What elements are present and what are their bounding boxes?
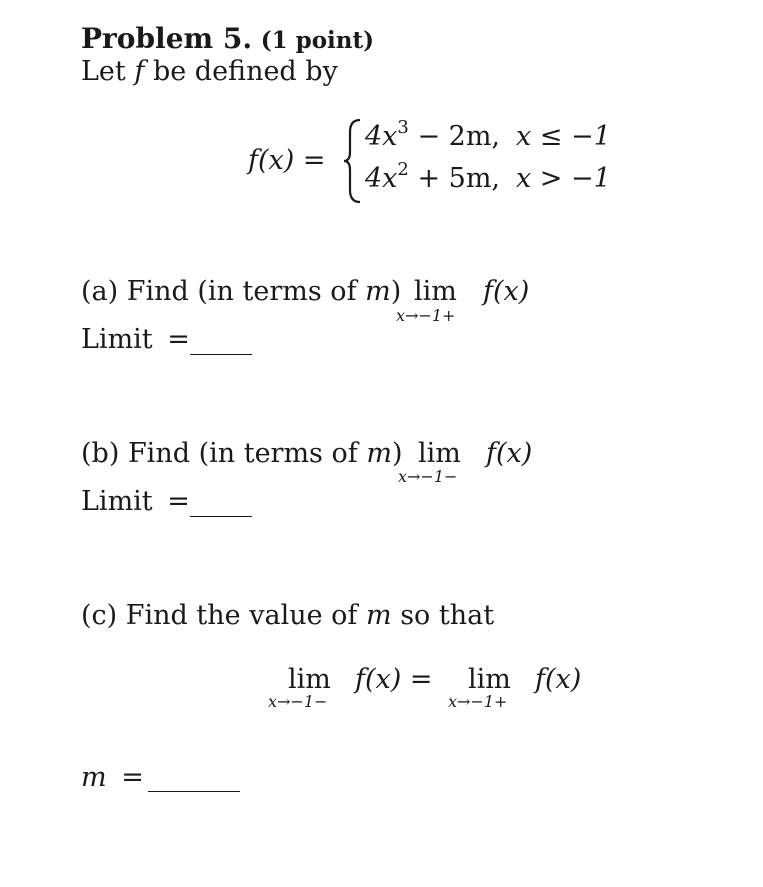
part-b-variable: m	[366, 438, 392, 469]
part-a-answer-input[interactable]	[190, 332, 252, 355]
part-c-answer-row	[81, 762, 144, 793]
part-b-answer-label: Limit	[81, 486, 153, 517]
part-a-close: )	[390, 276, 402, 307]
part-a-variable: m	[365, 276, 391, 307]
part-c-right-lim: lim	[468, 664, 511, 695]
part-b-expr: f(x)	[486, 438, 533, 469]
part-c-label: (c)	[81, 600, 118, 631]
part-a-label: (a)	[81, 276, 119, 307]
problem-label: Problem 5.	[81, 22, 253, 55]
intro-after: be defined by	[152, 56, 338, 87]
part-c-left-lim-sub: x→−1−	[268, 692, 328, 711]
part-b-equals: =	[167, 486, 190, 517]
function-name: f	[134, 56, 145, 87]
part-a-lim-sub: x→−1+	[396, 306, 456, 325]
part-c-equals: =	[121, 762, 144, 793]
part-a-expr: f(x)	[483, 276, 530, 307]
part-b-close: )	[391, 438, 403, 469]
case-2-base: 4x	[365, 163, 398, 194]
problem-header	[81, 22, 374, 55]
part-c-left-lim: lim	[288, 664, 331, 695]
case-2-rest: + 5m,	[408, 163, 501, 194]
case-1-exp: 3	[397, 117, 409, 138]
part-b-text: Find (in terms of	[127, 438, 358, 469]
intro-before: Let	[81, 56, 126, 87]
part-b-prompt	[81, 438, 403, 469]
part-b-answer-input[interactable]	[190, 494, 252, 517]
case-1-base: 4x	[365, 121, 398, 152]
part-b-lim-sub: x→−1−	[398, 467, 458, 486]
part-a-answer-label: Limit	[81, 324, 153, 355]
definition-lhs: f(x) =	[248, 145, 326, 176]
case-2-exp: 2	[397, 159, 409, 180]
part-a-answer-row	[81, 324, 190, 355]
part-c-text-after: so that	[400, 600, 495, 631]
part-c-variable: m	[366, 600, 392, 631]
intro-text	[81, 56, 338, 87]
part-b-label: (b)	[81, 438, 120, 469]
part-c-right-expr: f(x)	[535, 664, 582, 695]
case-1-rest: − 2m,	[408, 121, 501, 152]
case-2-condition: x > −1	[516, 163, 611, 194]
part-c-answer-input[interactable]	[148, 769, 240, 792]
points-label: (1 point)	[260, 27, 375, 54]
case-row-2	[365, 159, 501, 194]
part-a-equals: =	[167, 324, 190, 355]
part-c-answer-var: m	[81, 762, 107, 793]
part-c-right-lim-sub: x→−1+	[448, 692, 508, 711]
part-b-answer-row	[81, 486, 190, 517]
case-1-condition: x ≤ −1	[516, 121, 611, 152]
left-brace	[342, 118, 364, 204]
part-c-text-before: Find the value of	[125, 600, 358, 631]
part-c-left-expr: f(x) =	[355, 664, 433, 695]
case-row-1	[365, 117, 501, 152]
part-b-lim: lim	[418, 438, 461, 469]
part-a-text: Find (in terms of	[126, 276, 357, 307]
part-c-prompt	[81, 600, 494, 631]
part-a-lim: lim	[414, 276, 457, 307]
part-a-prompt	[81, 276, 401, 307]
